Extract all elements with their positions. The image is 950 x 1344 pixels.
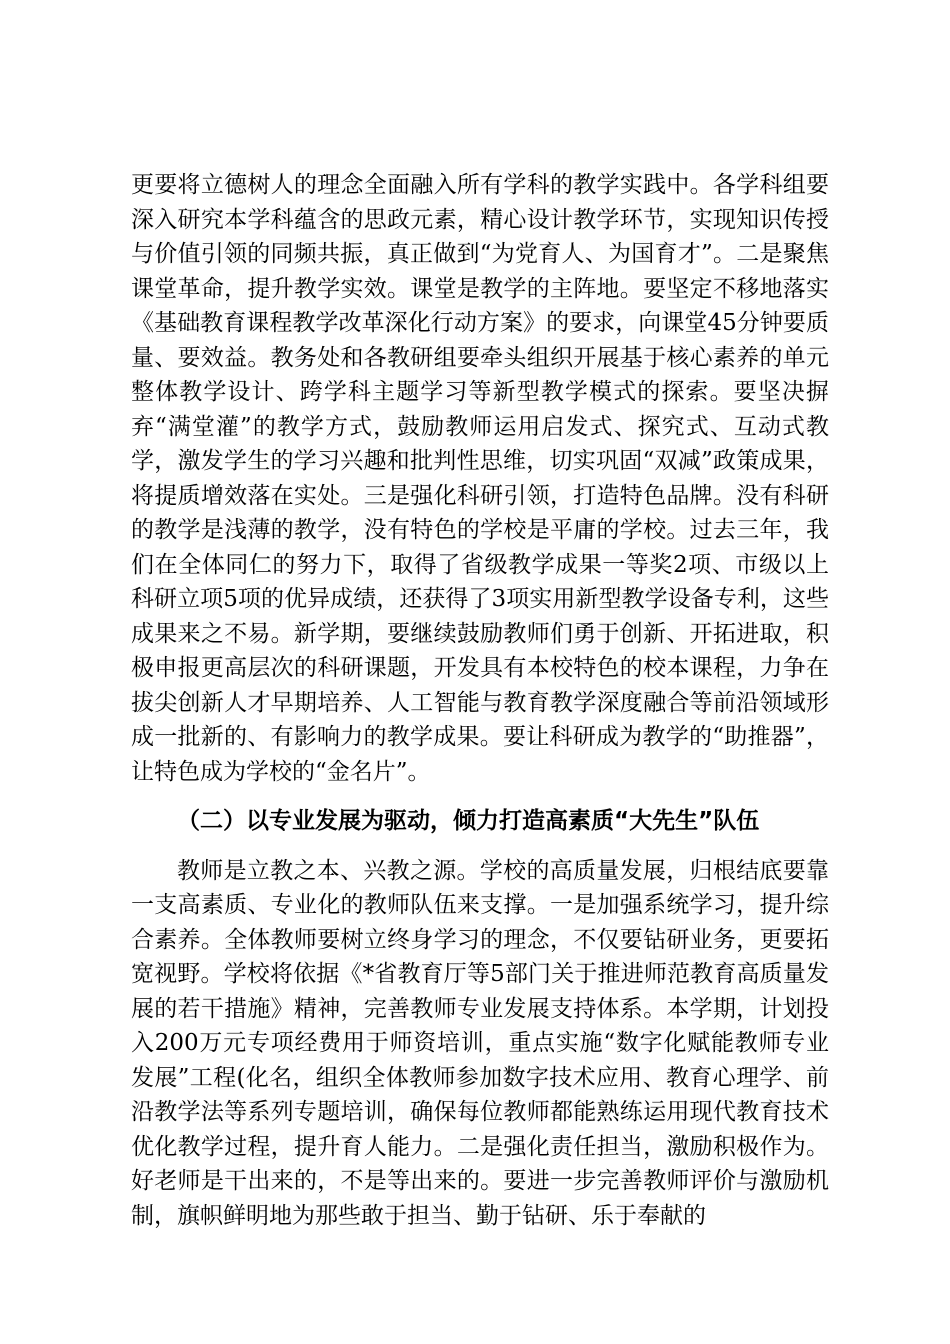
document-page	[131, 168, 829, 1233]
body-paragraph-continued: 更要将立德树人的理念全面融入所有学科的教学实践中。各学科组要深入研究本学科蕴含的思政元素，精心设计教学环节，实现知识传授与价值引领的同频共振，真正做到“为党育人、为国育才”。二是聚焦课堂革命，提升教学实效。课堂是教学的主阵地。要坚定不移地落实《基础教育课程教学改革深化行动方案》的要求，向课堂45分钟要质量、要效益。教务处和各教研组要牵头组织开展基于核心素养的单元整体教学设计、跨学科主题学习等新型教学模式的探索。要坚决摒弃“满堂灌”的教学方式，鼓励教师运用启发式、探究式、互动式教学，激发学生的学习兴趣和批判性思维，切实巩固“双减”政策成果，将提质增效落在实处。三是强化科研引领，打造特色品牌。没有科研的教学是浅薄的教学，没有特色的学校是平庸的学校。过去三年，我们在全体同仁的努力下，取得了省级教学成果一等奖2项、市级以上科研立项5项的优异成绩，还获得了3项实用新型教学设备专利，这些成果来之不易。新学期，要继续鼓励教师们勇于创新、开拓进取，积极申报更高层次的科研课题，开发具有本校特色的校本课程，力争在拔尖创新人才早期培养、人工智能与教育教学深度融合等前沿领域形成一批新的、有影响力的教学成果。要让科研成为教学的“助推器”，让特色成为学校的“金名片”。	[131, 172, 829, 785]
body-paragraph: 教师是立教之本、兴教之源。学校的高质量发展，归根结底要靠一支高素质、专业化的教师队伍来支撑。一是加强系统学习，提升综合素养。全体教师要树立终身学习的理念，不仅要钻研业务，更要拓宽视野。学校将依据《*省教育厅等5部门关于推进师范教育高质量发展的若干措施》精神，完善教师专业发展支持体系。本学期，计划投入200万元专项经费用于师资培训，重点实施“数字化赋能教师专业发展”工程(化名，组织全体教师参加数字技术应用、教育心理学、前沿教学法等系列专题培训，确保每位教师都能熟练运用现代教育技术优化教学过程，提升育人能力。二是强化责任担当，激励积极作为。好老师是干出来的，不是等出来的。要进一步完善教师评价与激励机制，旗帜鲜明地为那些敢于担当、勤于钻研、乐于奉献的	[131, 857, 829, 1229]
section-heading: （二）以专业发展为驱动，倾力打造高素质“大先生”队伍	[177, 808, 760, 834]
